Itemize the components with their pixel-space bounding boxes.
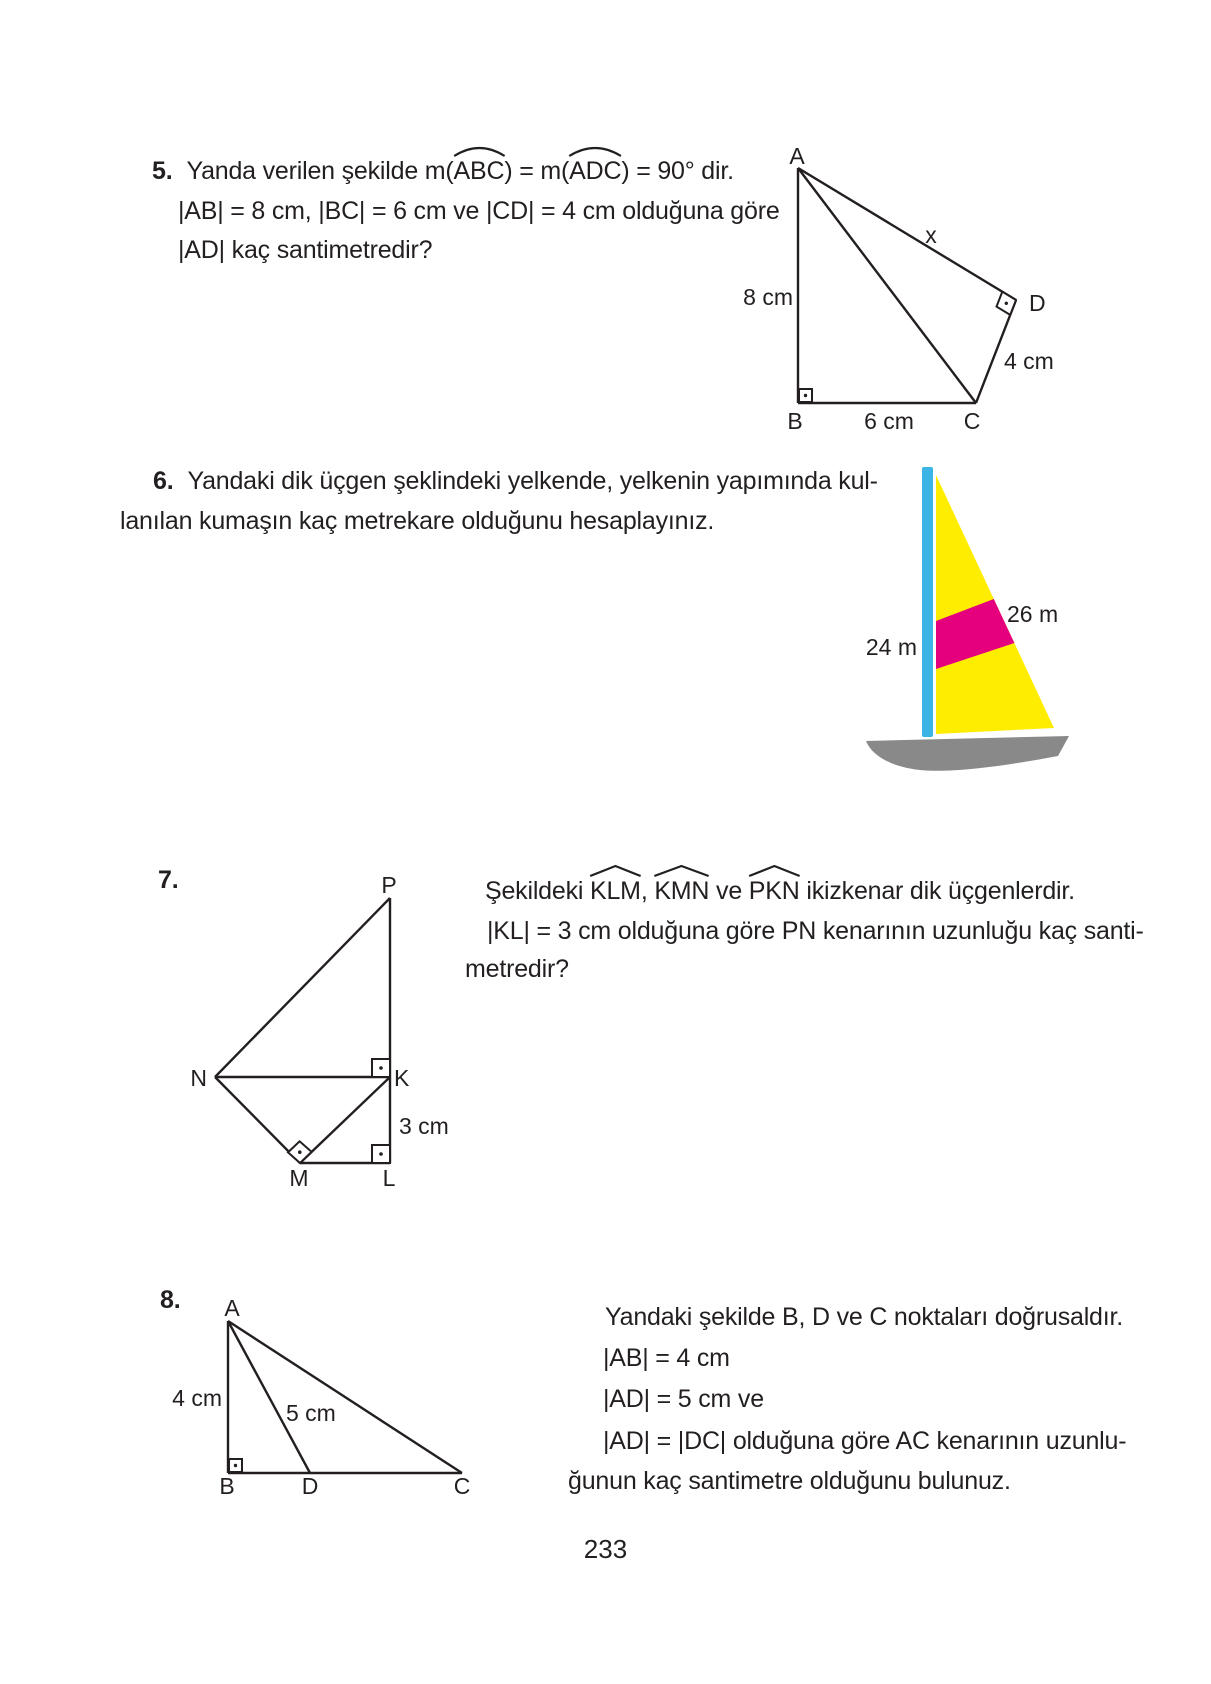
angle-hat-icon	[652, 865, 711, 877]
q5-line3: |AD| kaç santimetredir?	[178, 236, 433, 264]
q5-arc-adc	[569, 155, 621, 187]
q7-hat-pkn	[749, 875, 800, 907]
q5-line2: |AB| = 8 cm, |BC| = 6 cm ve |CD| = 4 cm olduğuna göre	[178, 197, 780, 225]
sailboat-hull	[866, 736, 1069, 771]
q5-arc-adc-label: ADC	[569, 157, 622, 185]
q7-number-label: 7.	[158, 866, 179, 894]
q5-label-cd-length: 4 cm	[1004, 348, 1054, 374]
q6-line1-text: Yandaki dik üçgen şeklindeki yelkende, yelkenin yapımında kul-	[187, 467, 878, 495]
q7-label-m: M	[289, 1165, 309, 1191]
q8-line3: |AD| = 5 cm ve	[603, 1385, 764, 1413]
q5-label-ab-length: 8 cm	[743, 284, 793, 310]
q7-hat-kmn	[654, 875, 709, 907]
q7-label-p: P	[381, 872, 397, 898]
q5-diagram	[680, 130, 1060, 440]
page-number: 233	[583, 1534, 628, 1564]
q8-diagram	[150, 1280, 510, 1510]
q8-number-label: 8.	[160, 1286, 181, 1314]
q5-label-a: A	[789, 143, 805, 169]
q8-side-ac	[228, 1321, 462, 1473]
sailboat-mast	[922, 467, 933, 737]
angle-hat-icon	[588, 865, 643, 877]
q5-label-b: B	[787, 408, 803, 434]
q6-line1	[153, 465, 878, 497]
q8-line5: ğunun kaç santimetre olduğunu bulunuz.	[568, 1467, 1011, 1495]
q6-line2: lanılan kumaşın kaç metrekare olduğunu hesaplayınız.	[120, 507, 715, 535]
q7-line1	[485, 875, 1075, 907]
q8-label-ab-length: 4 cm	[172, 1385, 222, 1411]
q5-line1-text-b: ) = m(	[504, 157, 570, 185]
q8-right-angle-b-dot	[234, 1464, 237, 1467]
q8-label-a: A	[224, 1295, 240, 1321]
q5-right-angle-d-dot	[1005, 302, 1008, 305]
q8-label-d: D	[301, 1473, 319, 1499]
q5-side-ad	[798, 168, 1016, 300]
q8-label-c: C	[453, 1473, 471, 1499]
q7-hat-kmn-label: KMN	[654, 877, 710, 905]
q6-number: 6.	[153, 467, 174, 495]
q5-label-c: C	[963, 408, 981, 434]
q8-line4: |AD| = |DC| olduğuna göre AC kenarının uzunlu-	[603, 1427, 1127, 1455]
q5-diagonal-ac	[798, 168, 976, 403]
q8-line1: Yandaki şekilde B, D ve C noktaları doğrusaldır.	[605, 1303, 1123, 1331]
q5-number: 5.	[152, 157, 173, 185]
q5-line1	[152, 155, 734, 187]
q7-hat-pkn-label: PKN	[748, 877, 800, 905]
q7-line2: |KL| = 3 cm olduğuna göre PN kenarının uzunluğu kaç santi-	[487, 917, 1144, 945]
q7-line1-text-b: ,	[640, 877, 655, 905]
q6-label-mast-length: 24 m	[865, 634, 917, 660]
q7-side-pn	[215, 898, 390, 1077]
q5-right-angle-b-dot	[804, 394, 807, 397]
q7-line1-text-d: ikizkenar dik üçgenlerdir.	[799, 877, 1075, 905]
arc-overline-icon	[452, 145, 507, 157]
q8-label-b: B	[219, 1473, 235, 1499]
q5-label-bc-length: 6 cm	[864, 408, 914, 434]
q7-label-l: L	[382, 1165, 396, 1191]
q7-line1-text-c: ve	[709, 877, 749, 905]
q6-sailboat-diagram	[840, 430, 1100, 780]
q8-line2: |AB| = 4 cm	[603, 1344, 730, 1372]
q7-right-angle-l-dot	[379, 1152, 383, 1156]
q8-segment-ad	[228, 1321, 310, 1473]
q7-right-angle-m-dot	[298, 1150, 302, 1154]
q5-label-x: x	[925, 222, 937, 248]
q5-arc-abc	[454, 155, 505, 187]
q7-side-nm	[215, 1077, 300, 1163]
q5-line1-text-a: Yanda verilen şekilde m(	[186, 157, 454, 185]
q5-label-d: D	[1029, 290, 1046, 316]
q7-label-kl-length: 3 cm	[399, 1113, 449, 1139]
q7-hat-klm-label: KLM	[590, 877, 641, 905]
q5-line1-text-c: ) = 90° dir.	[621, 157, 734, 185]
q7-line3: metredir?	[465, 955, 569, 983]
q7-label-n: N	[190, 1065, 207, 1091]
q7-line1-text-a: Şekildeki	[485, 877, 590, 905]
angle-hat-icon	[747, 865, 802, 877]
q8-label-ad-length: 5 cm	[286, 1400, 336, 1426]
q7-label-k: K	[394, 1065, 410, 1091]
q6-label-hypotenuse-length: 26 m	[1007, 601, 1059, 627]
q5-arc-abc-label: ABC	[453, 157, 505, 185]
q7-diagram	[150, 855, 480, 1200]
q7-hat-klm	[590, 875, 641, 907]
q7-right-angle-k-dot	[379, 1066, 383, 1070]
arc-overline-icon	[567, 145, 623, 157]
